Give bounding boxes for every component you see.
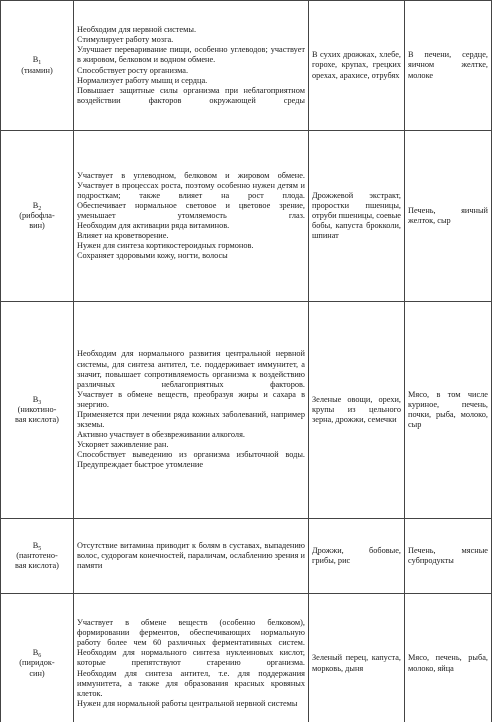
animal-sources-cell: Мясо, в том числе куриное, печень, почки, рыба, молоко, сыр [405, 302, 492, 519]
vitamin-symbol: $B_5$ [32, 540, 42, 552]
vitamin-name-cell [1, 519, 74, 594]
function-line: Ускоряет заживление ран. [77, 440, 169, 450]
vitamin-name: (тиамин) [21, 65, 53, 75]
function-line: Повышает защитные силы организма при неблагоприятном воздействии факторов окружающей среды [77, 85, 305, 105]
function-line: Влияет на кроветворение. [77, 231, 169, 241]
function-line: Сохраняет здоровыми кожу, ногти, волосы [77, 251, 228, 261]
table-row-b5 [1, 519, 492, 594]
function-line: Участвует в углеводном, белковом и жировом обмене. [77, 170, 305, 180]
plant-sources-cell: В сухих дрожжах, хлебе, горохе, крупах, грецких орехах, арахисе, отрубях [309, 1, 405, 131]
vitamin-symbol: $B_3$ [32, 394, 42, 406]
plant-sources-cell: Дрожжевой экстракт, проростки пшеницы, отруби пшеницы, соевые бобы, капуста брокколи, шпинат [309, 131, 405, 302]
function-line: Обеспечивает нормальное световое и цветовое зрение, уменьшает утомляемость глаз. [77, 200, 305, 220]
function-line: Нужен для синтеза кортикостероидных гормонов. [77, 241, 254, 251]
function-line: Участвует в обмене веществ, преобразуя жиры и сахара в энергию. [77, 389, 305, 409]
animal-sources-cell: Мясо, печень, рыба, молоко, яйца [405, 594, 492, 722]
vitamin-name: (пантотено- [16, 550, 58, 560]
function-line: Отсутствие витамина приводит к болям в суставах, выпадению волос, судорогам конечностей, параличам, ослаблению зрения и памяти [77, 540, 305, 571]
functions-cell [74, 131, 309, 302]
function-line: Нормализует работу мышц и сердца. [77, 75, 208, 85]
functions-cell [74, 1, 309, 131]
function-line: Стимулирует работу мозга. [77, 35, 174, 45]
vitamin-name: вая кислота) [15, 415, 59, 425]
vitamin-name: (пиридок- [19, 658, 55, 668]
functions-cell [74, 302, 309, 519]
vitamin-name: (никотино- [17, 404, 57, 414]
animal-sources-cell: В печени, сердце, яичном желтке, молоке [405, 1, 492, 131]
vitamin-name: (рибофла- [19, 210, 55, 220]
table-row-b3 [1, 302, 492, 519]
function-line: Необходим для синтеза антител, т.е. для поддержания иммунитета, а также для образования красных кровяных клеток. [77, 668, 305, 698]
function-line: Необходим для нормального синтеза нуклеиновых кислот, которые препятствуют старению организма. [77, 648, 305, 668]
vitamin-name-cell [1, 302, 74, 519]
plant-sources-cell: Дрожжи, бобовые, грибы, рис [309, 519, 405, 594]
animal-sources-cell: Печень, яичный желток, сыр [405, 131, 492, 302]
plant-sources-cell: Зеленые овощи, орехи, крупы из цельного зерна, дрожжи, семечки [309, 302, 405, 519]
plant-sources-cell: Зеленый перец, капуста, морковь, дыня [309, 594, 405, 722]
table-row-b2 [1, 131, 492, 302]
vitamin-symbol: $B_1$ [32, 55, 42, 67]
function-line: Способствует росту организма. [77, 65, 189, 75]
vitamin-name: вая кислота) [15, 561, 59, 571]
function-line: Нужен для нормальной работы центральной нервной системы [77, 698, 298, 708]
vitamin-name: син) [29, 668, 45, 678]
function-line: Необходим для нормального развития центральной нервной системы, для синтеза антител, т.е. поддерживает иммунитет, а значит, повышает сопротивляемость организма к воздействию различных неблагоприятных факторов. [77, 349, 305, 389]
table-row-b6 [1, 594, 492, 722]
table-row-b1 [1, 1, 492, 131]
animal-sources-cell: Печень, мясные субпродукты [405, 519, 492, 594]
vitamin-name-cell [1, 1, 74, 131]
function-line: Активно участвует в обезвреживании алкоголя. [77, 430, 245, 440]
functions-cell [74, 519, 309, 594]
vitamin-name: вин) [29, 221, 45, 231]
vitamin-name-cell [1, 131, 74, 302]
vitamin-symbol: $B_6$ [32, 648, 42, 660]
function-line: Необходим для нервной системы. [77, 25, 197, 35]
vitamin-name-cell [1, 594, 74, 722]
function-line: Необходим для активации ряда витаминов. [77, 221, 230, 231]
function-line: Улучшает переваривание пищи, особенно углеводов; участвует в жировом, белковом и водном обмене. [77, 45, 305, 65]
functions-cell [74, 594, 309, 722]
function-line: Участвует в обмене веществ (особенно белковом), формировании ферментов, обеспечивающих нормальную работу более чем 60 различных ферментативных систем. [77, 618, 305, 648]
function-line: Предупреждает быстрое утомление [77, 460, 204, 470]
function-line: Способствует выведению из организма избыточной воды. [77, 450, 305, 460]
vitamin-symbol: $B_2$ [32, 200, 42, 212]
function-line: Применяется при лечении ряда кожных заболеваний, например экземы. [77, 410, 305, 430]
function-line: Участвует в процессах роста, поэтому особенно нужен детям и подросткам; также влияет на рост плода. [77, 180, 305, 200]
